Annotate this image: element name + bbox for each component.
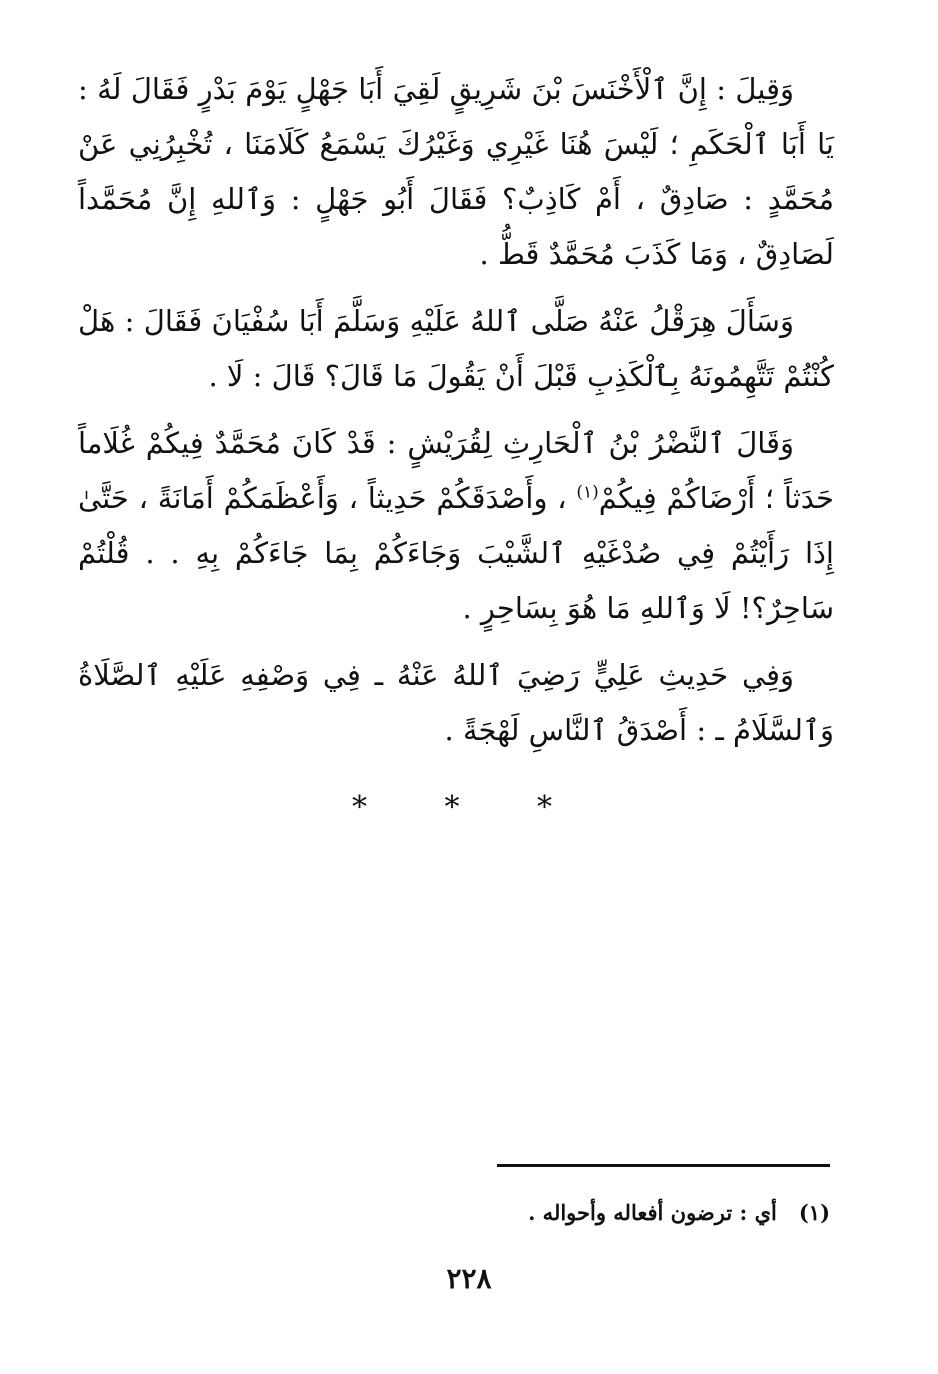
- main-text: [78, 62, 834, 758]
- paragraph-heraclius: وَسَأَلَ هِرَقْلُ عَنْهُ صَلَّى ٱللهُ عَلَيْهِ وَسَلَّمَ أَبَا سُفْيَانَ فَقَالَ : هَلْ كُنْتُمْ تَتَّهِمُونَهُ بِٱلْكَذِبِ قَبْلَ أَنْ يَقُولَ مَا قَالَ؟ قَالَ : لَا .: [78, 304, 834, 393]
- footnote-text: أي : ترضون أفعاله وأحواله .: [528, 1200, 777, 1225]
- footnote: [130, 1196, 830, 1230]
- page-number: ٢٢٨: [446, 1262, 492, 1295]
- paragraph-nadr-part2: ، وأَصْدَقَكُمْ حَدِيثاً ، وَأَعْظَمَكُمْ أَمَانَةً ، حَتَّىٰ إِذَا رَأَيْتُمْ فِي صُدْغَيْهِ ٱلشَّيْبَ وَجَاءَكُمْ بِمَا جَاءَكُمْ بِهِ . . قُلْتُمْ سَاحِرٌ؟! لَا وَٱللهِ مَا هُوَ بِسَاحِرٍ .: [78, 481, 834, 625]
- paragraph-ali: وَفِي حَدِيثِ عَلِيٍّ رَضِيَ ٱللهُ عَنْهُ ـ فِي وَصْفِهِ عَلَيْهِ ٱلصَّلَاةُ وَٱلسَّلَامُ ـ : أَصْدَقُ ٱلنَّاسِ لَهْجَةً .: [78, 658, 834, 747]
- footnote-marker[interactable]: (١): [576, 482, 599, 503]
- paragraph-akhnas: وَقِيلَ : إِنَّ ٱلْأَخْنَسَ بْنَ شَرِيقٍ لَقِيَ أَبَا جَهْلٍ يَوْمَ بَدْرٍ فَقَالَ لَهُ : يَا أَبَا ٱلْحَكَمِ ؛ لَيْسَ هُنَا غَيْرِي وَغَيْرُكَ يَسْمَعُ كَلَامَنَا ، تُخْبِرُنِي عَنْ مُحَمَّدٍ : صَادِقٌ ، أَمْ كَاذِبٌ؟ فَقَالَ أَبُو جَهْلٍ : وَٱللهِ إِنَّ مُحَمَّداً لَصَادِقٌ ، وَمَا كَذَبَ مُحَمَّدٌ قَطُّ .: [78, 72, 834, 271]
- section-separator: * * *: [351, 790, 587, 825]
- footnote-divider: [497, 1164, 830, 1167]
- paragraph-nadr: [78, 416, 834, 636]
- paragraph-nadr-part1: وَقَالَ ٱلنَّضْرُ بْنُ ٱلْحَارِثِ لِقُرَيْشٍ : قَدْ كَانَ مُحَمَّدٌ فِيكُمْ غُلَاماً حَدَثاً ؛ أَرْضَاكُمْ فِيكُمْ: [78, 426, 834, 515]
- footnote-number: (١): [798, 1200, 830, 1225]
